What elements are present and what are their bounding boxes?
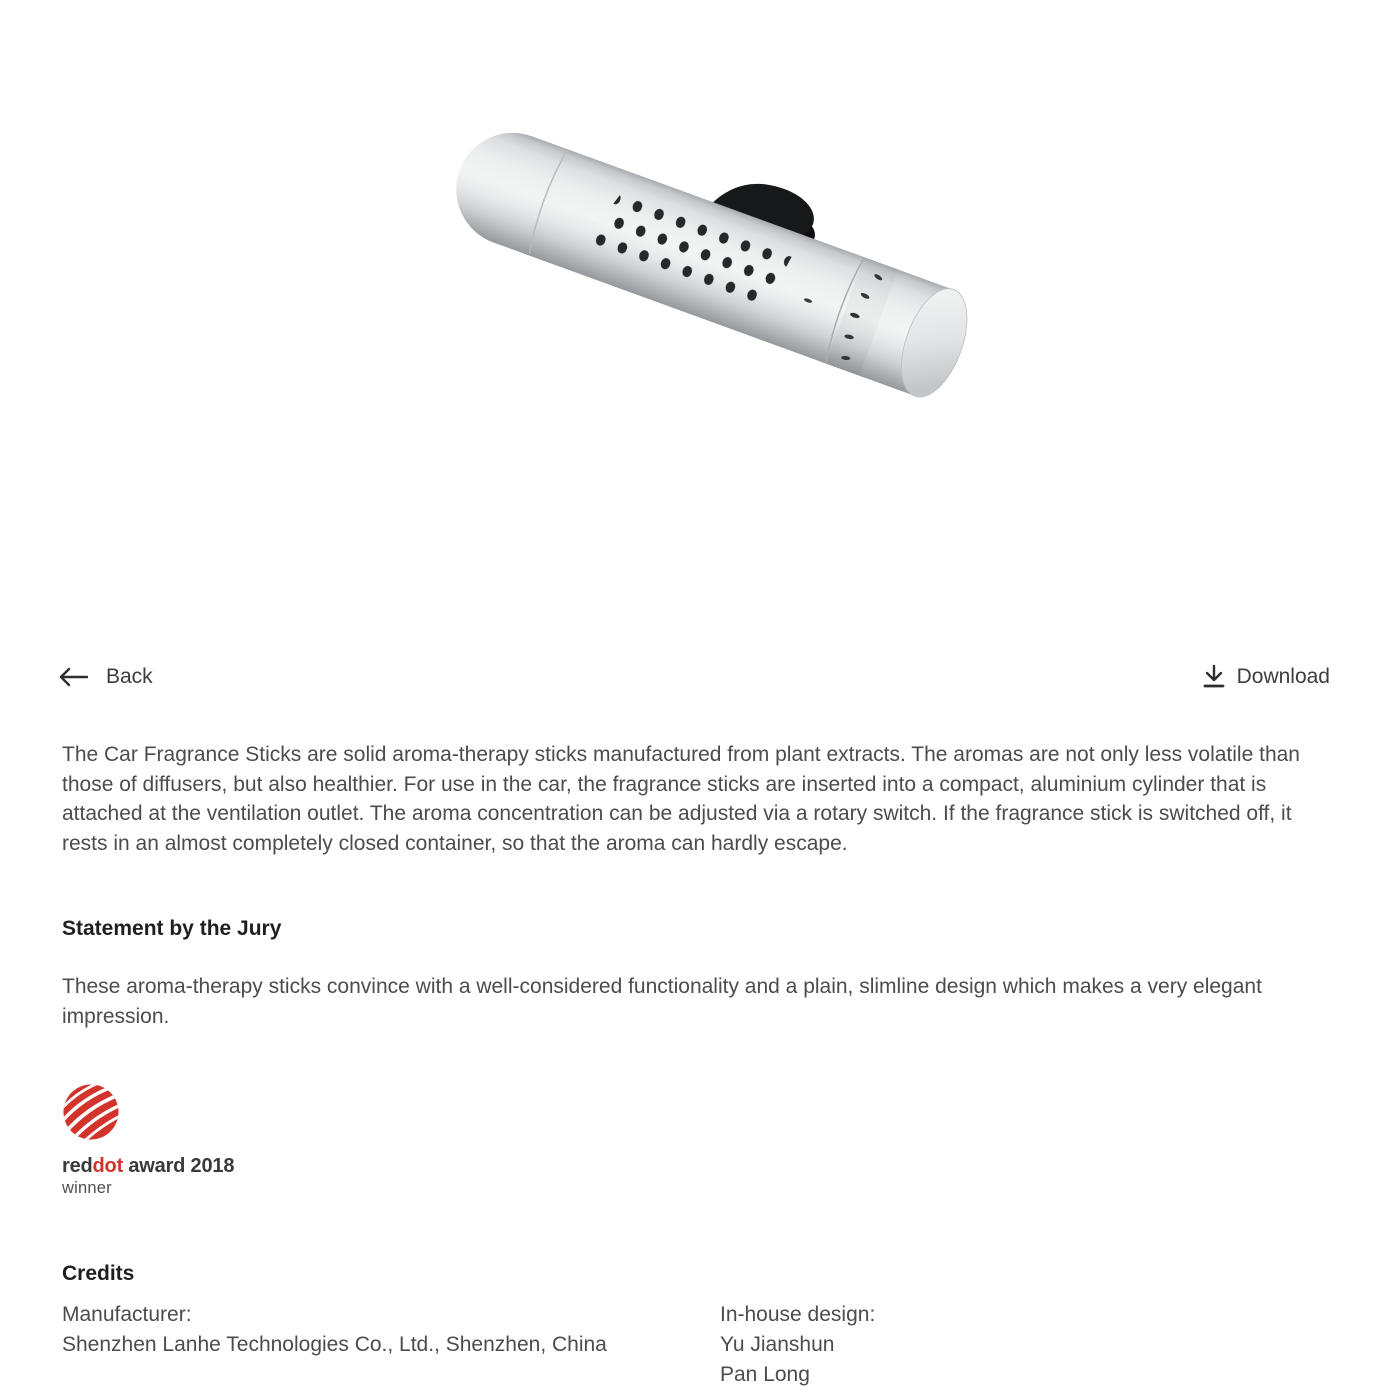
download-label: Download bbox=[1236, 665, 1330, 688]
award-subtitle: winner bbox=[62, 1179, 112, 1197]
award-brand-dot: dot bbox=[92, 1155, 124, 1177]
back-button[interactable] bbox=[58, 665, 153, 689]
credits-design-column bbox=[720, 1300, 1330, 1390]
jury-statement-text: These aroma-therapy sticks convince with a well-considered functionality and a plain, slimline design which makes a very elegant impression. bbox=[62, 975, 1262, 1028]
inhouse-design-label: In-house design: bbox=[720, 1303, 876, 1326]
content bbox=[0, 740, 1400, 1390]
award-brand-rest: award 2018 bbox=[123, 1155, 235, 1177]
designer-name: Pan Long bbox=[720, 1363, 810, 1386]
product-description: The Car Fragrance Sticks are solid aroma-therapy sticks manufactured from plant extracts. The aromas are not only less volatile than those of diffusers, but also healthier. For use in the car, the fragrance sticks are inserted into a compact, aluminium cylinder that is attached at the ventilation outlet. The aroma concentration can be adjusted via a rotary switch. If the fragrance stick is switched off, it rests in an almost completely closed container, so that the aroma can hardly escape. bbox=[62, 743, 1300, 855]
credits-manufacturer-column bbox=[62, 1300, 720, 1390]
car-fragrance-stick-photo bbox=[420, 90, 1020, 440]
credits-grid bbox=[62, 1300, 1330, 1390]
credits-heading: Credits bbox=[62, 1262, 135, 1285]
manufacturer-value: Shenzhen Lanhe Technologies Co., Ltd., Shenzhen, China bbox=[62, 1333, 607, 1356]
jury-statement-heading: Statement by the Jury bbox=[62, 917, 282, 940]
reddot-award-badge bbox=[62, 1083, 1330, 1198]
award-title bbox=[62, 1155, 1330, 1178]
award-brand-red: red bbox=[62, 1155, 93, 1177]
back-label: Back bbox=[106, 665, 153, 688]
reddot-logo-icon bbox=[62, 1083, 120, 1141]
designer-name: Yu Jianshun bbox=[720, 1333, 835, 1356]
manufacturer-label: Manufacturer: bbox=[62, 1303, 192, 1326]
toolbar bbox=[0, 655, 1400, 699]
product-image-area bbox=[0, 0, 1400, 655]
download-icon bbox=[1202, 664, 1226, 690]
back-arrow-icon bbox=[58, 666, 88, 688]
download-button[interactable] bbox=[1202, 664, 1330, 690]
